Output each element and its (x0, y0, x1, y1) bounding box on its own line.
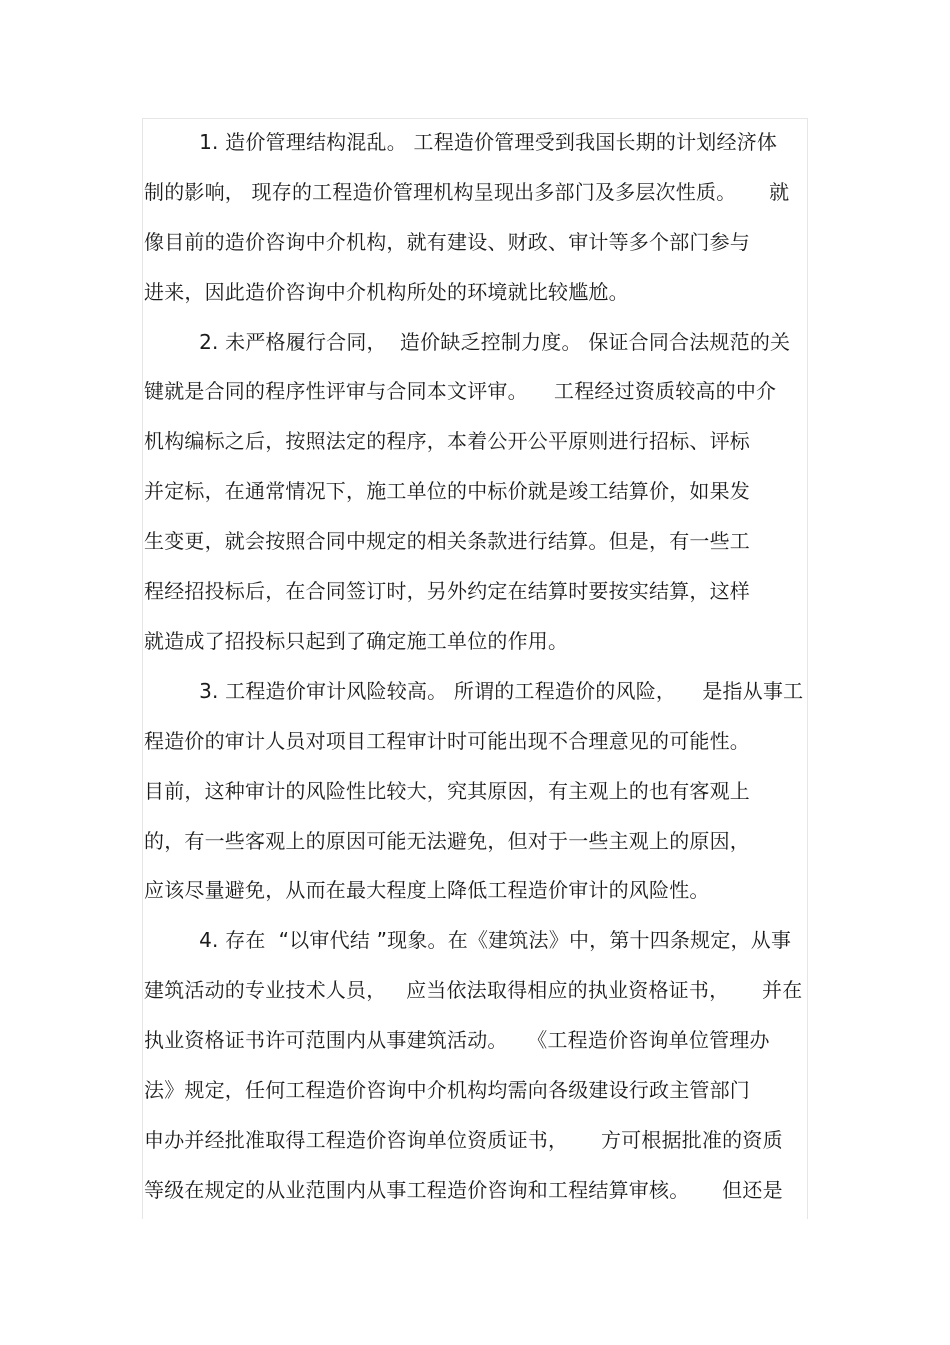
text-line: 法》规定，任何工程造价咨询中介机构均需向各级建设行政主管部门 (144, 1078, 750, 1102)
text-line: 就造成了招投标只起到了确定施工单位的作用。 (144, 629, 569, 653)
text-line: 程造价的审计人员对项目工程审计时可能出现不合理意见的可能性。 (144, 729, 750, 753)
text-line: 申办并经批准取得工程造价咨询单位资质证书， 方可根据批准的资质 (144, 1128, 783, 1152)
text-line: 应该尽量避免，从而在最大程度上降低工程造价审计的风险性。 (144, 878, 710, 902)
text-line: 制的影响， 现存的工程造价管理机构呈现出多部门及多层次性质。 就 (144, 180, 790, 204)
text-line: 程经招投标后，在合同签订时，另外约定在结算时要按实结算，这样 (144, 579, 750, 603)
text-line: 3. 工程造价审计风险较高。 所谓的工程造价的风险， 是指从事工 (186, 679, 804, 703)
text-line: 生变更，就会按照合同中规定的相关条款进行结算。但是，有一些工 (144, 529, 750, 553)
text-line: 执业资格证书许可范围内从事建筑活动。 《工程造价咨询单位管理办 (144, 1028, 770, 1052)
text-line: 进来，因此造价咨询中介机构所处的环境就比较尴尬。 (144, 280, 629, 304)
text-line: 机构编标之后，按照法定的程序，本着公开公平原则进行招标、评标 (144, 429, 750, 453)
text-line: 2. 未严格履行合同， 造价缺乏控制力度。 保证合同合法规范的关 (186, 330, 791, 354)
text-line: 像目前的造价咨询中介机构，就有建设、财政、审计等多个部门参与 (144, 230, 750, 254)
text-line: 的，有一些客观上的原因可能无法避免，但对于一些主观上的原因， (144, 829, 750, 853)
text-line: 并定标，在通常情况下，施工单位的中标价就是竣工结算价，如果发 (144, 479, 750, 503)
text-line: 等级在规定的从业范围内从事工程造价咨询和工程结算审核。 但还是 (144, 1178, 783, 1202)
text-line: 目前，这种审计的风险性比较大，究其原因，有主观上的也有客观上 (144, 779, 750, 803)
text-line: 键就是合同的程序性评审与合同本文评审。 工程经过资质较高的中介 (144, 379, 777, 403)
text-line: 1. 造价管理结构混乱。 工程造价管理受到我国长期的计划经济体 (186, 130, 778, 154)
text-line: 建筑活动的专业技术人员， 应当依法取得相应的执业资格证书， 并在 (144, 978, 803, 1002)
text-line: 4. 存在 “以审代结 ”现象。在《建筑法》中，第十四条规定，从事 (186, 928, 792, 952)
